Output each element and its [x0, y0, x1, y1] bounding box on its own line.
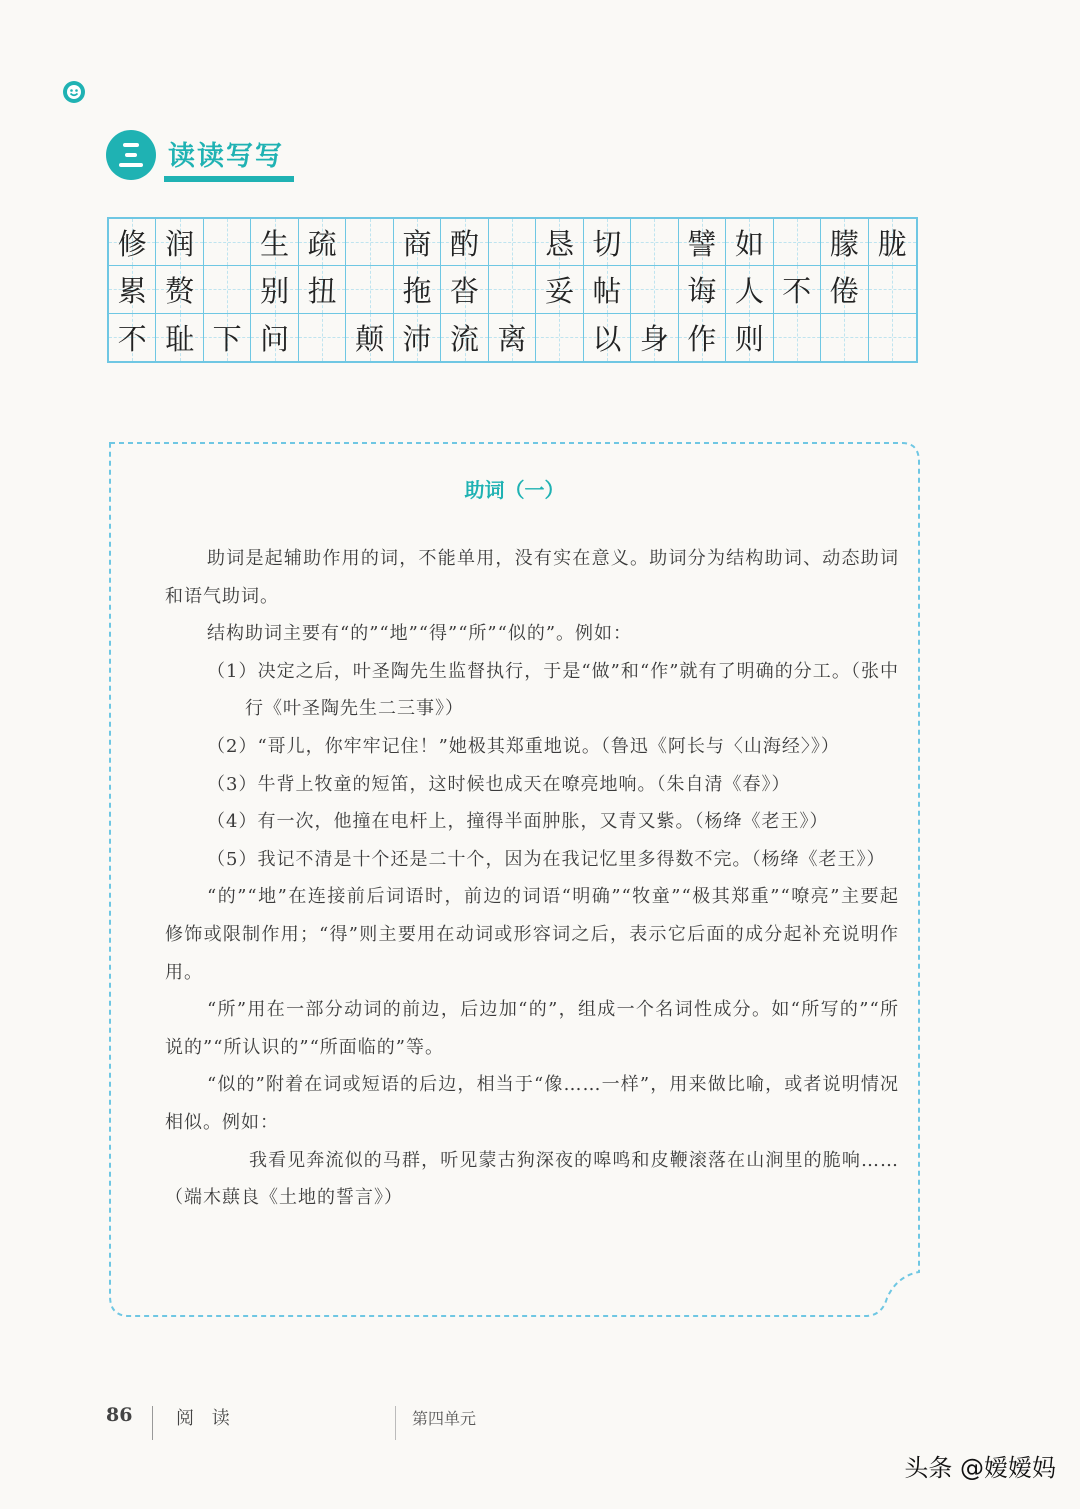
grid-character: 扭 — [307, 273, 337, 308]
grid-character: 妥 — [544, 273, 574, 308]
grid-cell — [679, 219, 726, 266]
grid-character: 身 — [639, 321, 669, 356]
grid-cell — [584, 266, 631, 313]
grid-character: 诲 — [687, 273, 717, 308]
grid-character: 譬 — [687, 226, 717, 261]
grid-cell — [536, 314, 583, 361]
grid-cell — [726, 219, 773, 266]
grid-cell — [299, 219, 346, 266]
grid-cell — [869, 219, 916, 266]
grid-cell — [584, 314, 631, 361]
grid-cell — [726, 314, 773, 361]
grid-character: 生 — [260, 226, 290, 261]
grid-cell — [489, 219, 536, 266]
grid-character: 别 — [260, 273, 290, 308]
grid-cell — [109, 314, 156, 361]
grid-cell — [869, 314, 916, 361]
footer-unit-label: 第四单元 — [412, 1409, 477, 1428]
grid-character: 离 — [497, 321, 527, 356]
grid-character: 赘 — [165, 273, 195, 308]
footer-section-label: 阅 读 — [176, 1408, 236, 1429]
grid-cell — [204, 219, 251, 266]
grid-cell — [489, 266, 536, 313]
grid-cell — [204, 266, 251, 313]
grid-character: 疏 — [307, 226, 337, 261]
smiley-icon — [62, 80, 86, 104]
grid-cell — [489, 314, 536, 361]
grid-cell — [774, 266, 821, 313]
grid-cell — [441, 266, 488, 313]
grid-cell — [156, 266, 203, 313]
grid-character: 恳 — [544, 226, 574, 261]
footer-divider — [395, 1406, 396, 1440]
grid-character: 润 — [165, 226, 195, 261]
grid-cell — [774, 314, 821, 361]
grid-cell — [156, 314, 203, 361]
grammar-note-box — [107, 440, 922, 1320]
grid-character: 商 — [402, 226, 432, 261]
section-underline — [164, 176, 294, 182]
grid-character: 沛 — [402, 321, 432, 356]
grid-cell — [251, 266, 298, 313]
grid-character: 酌 — [450, 226, 480, 261]
example-5: （5）我记不清是十个还是二十个，因为在我记忆里多得数不完。（杨绛《老王》） — [207, 848, 886, 870]
grid-character: 则 — [734, 321, 764, 356]
grid-cell — [726, 266, 773, 313]
example-3: （3）牛背上牧童的短笛，这时候也成天在嘹亮地响。（朱自清《春》） — [207, 773, 791, 795]
grid-character: 帖 — [592, 273, 622, 308]
footer-divider — [152, 1406, 153, 1440]
paragraph-de-di-de: “的”“地”在连接前后词语时，前边的词语“明确”“牧童”“极其郑重”“嘹亮”主要起修饰或限制作用；“得”则主要用在动词或形容词之后，表示它后面的成分起补充说明作用。 — [165, 886, 899, 983]
grid-cell — [441, 314, 488, 361]
section-title: 读读写写 — [168, 141, 284, 172]
grid-cell — [394, 266, 441, 313]
grid-cell — [346, 219, 393, 266]
section-header — [106, 130, 296, 188]
grid-cell — [584, 219, 631, 266]
paragraph-shide: “似的”附着在词或短语的后边，相当于“像……一样”，用来做比喻，或者说明情况相似。例如： — [165, 1074, 899, 1133]
grid-cell — [679, 266, 726, 313]
grid-cell — [204, 314, 251, 361]
grid-cell — [441, 219, 488, 266]
grid-cell — [631, 314, 678, 361]
grid-character: 人 — [734, 273, 764, 308]
grid-character: 修 — [117, 226, 147, 261]
grid-cell — [299, 266, 346, 313]
grid-cell — [109, 266, 156, 313]
grid-character: 作 — [687, 321, 717, 356]
grid-cell — [679, 314, 726, 361]
grid-cell — [821, 314, 868, 361]
example-4: （4）有一次，他撞在电杆上，撞得半面肿胀，又青又紫。（杨绛《老王》） — [207, 811, 829, 833]
grid-character: 下 — [212, 321, 242, 356]
grid-cell — [774, 219, 821, 266]
grid-character: 不 — [117, 321, 147, 356]
grid-character: 切 — [592, 226, 622, 261]
box-content — [165, 540, 899, 1217]
grid-cell — [109, 219, 156, 266]
grid-cell — [631, 219, 678, 266]
grid-cell — [156, 219, 203, 266]
paragraph-definition: 助词是起辅助作用的词，不能单用，没有实在意义。助词分为结构助词、动态助词和语气助词。 — [165, 548, 899, 607]
grid-character: 朦 — [829, 226, 859, 261]
grid-cell — [536, 266, 583, 313]
grid-cell — [631, 266, 678, 313]
box-title: 助词（一） — [464, 478, 565, 502]
grid-cell — [821, 266, 868, 313]
grid-character: 问 — [260, 321, 290, 356]
grid-character: 颠 — [355, 321, 385, 356]
grid-cell — [394, 219, 441, 266]
grid-cell — [251, 219, 298, 266]
page-number: 86 — [106, 1404, 133, 1426]
grid-character: 如 — [734, 226, 764, 261]
grid-cell — [251, 314, 298, 361]
grid-character: 累 — [117, 273, 147, 308]
grid-cell — [299, 314, 346, 361]
grid-cell — [346, 266, 393, 313]
example-shide: 我看见奔流似的马群，听见蒙古狗深夜的嗥鸣和皮鞭滚落在山涧里的脆响……（端木蕻良《土地的誓言》） — [165, 1149, 899, 1209]
paragraph-suo: “所”用在一部分动词的前边，后边加“的”，组成一个名词性成分。如“所写的”“所说的”“所认识的”“所面临的”等。 — [165, 999, 899, 1058]
paragraph-structural: 结构助词主要有“的”“地”“得”“所”“似的”。例如： — [207, 623, 633, 645]
section-number-three-icon — [106, 130, 156, 180]
grid-character: 倦 — [829, 273, 859, 308]
grid-character: 以 — [592, 321, 622, 356]
grid-cell — [869, 266, 916, 313]
page-footer — [0, 1402, 1080, 1442]
grid-character: 流 — [450, 321, 480, 356]
grid-cell — [346, 314, 393, 361]
character-grid — [107, 217, 918, 363]
grid-character: 胧 — [877, 226, 907, 261]
grid-character: 拖 — [402, 273, 432, 308]
grid-character: 不 — [782, 273, 812, 308]
grid-character: 耻 — [165, 321, 195, 356]
example-2: （2）“哥儿，你牢牢记住！”她极其郑重地说。（鲁迅《阿长与〈山海经〉》） — [207, 735, 840, 757]
example-1: （1）决定之后，叶圣陶先生监督执行，于是“做”和“作”就有了明确的分工。（张中行《叶圣陶先生二三事》） — [207, 660, 899, 720]
credit-watermark: 头条 @嫒嫒妈 — [904, 1454, 1056, 1482]
grid-cell — [821, 219, 868, 266]
grid-character: 沓 — [450, 273, 480, 308]
grid-cell — [536, 219, 583, 266]
grid-cell — [394, 314, 441, 361]
